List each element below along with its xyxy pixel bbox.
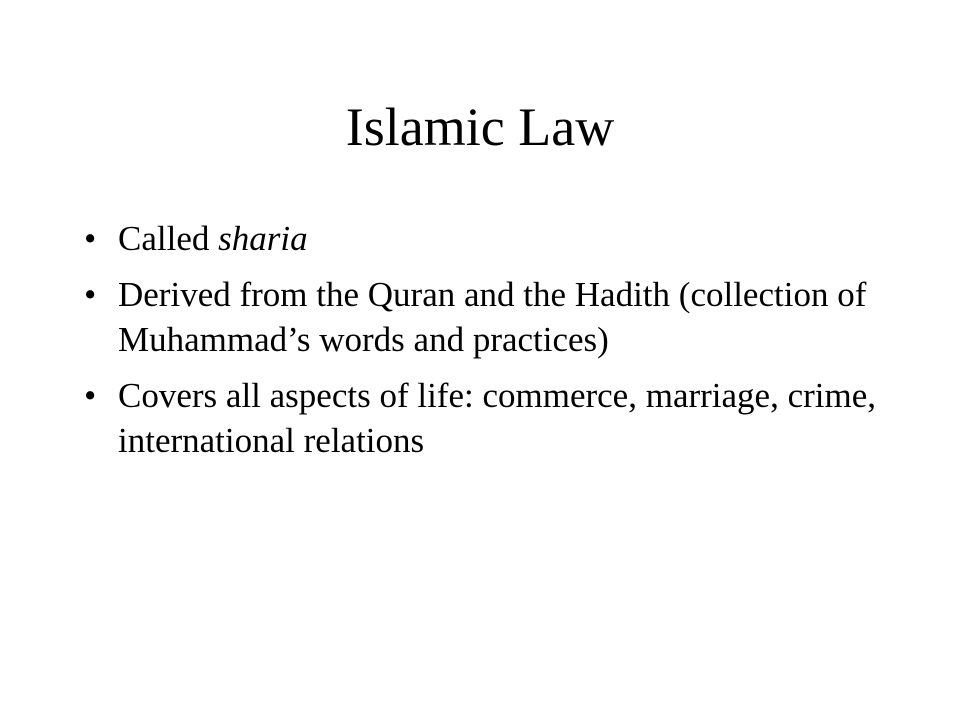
bullet-emphasis: sharia (218, 219, 308, 258)
bullet-marker-icon: • (84, 219, 97, 258)
bullet-text: Called (118, 219, 219, 258)
bullet-item (84, 216, 924, 261)
bullet-list (84, 216, 924, 474)
bullet-marker-icon: • (84, 275, 97, 314)
bullet-text: Covers all aspects of life: commerce, marriage, crime, international relations (118, 376, 877, 460)
slide-title: Islamic Law (345, 97, 615, 157)
bullet-item (84, 373, 924, 463)
bullet-text: Derived from the Quran and the Hadith (collection of Muhammad’s words and practices) (118, 275, 867, 359)
bullet-marker-icon: • (84, 376, 97, 415)
bullet-item (84, 272, 924, 362)
